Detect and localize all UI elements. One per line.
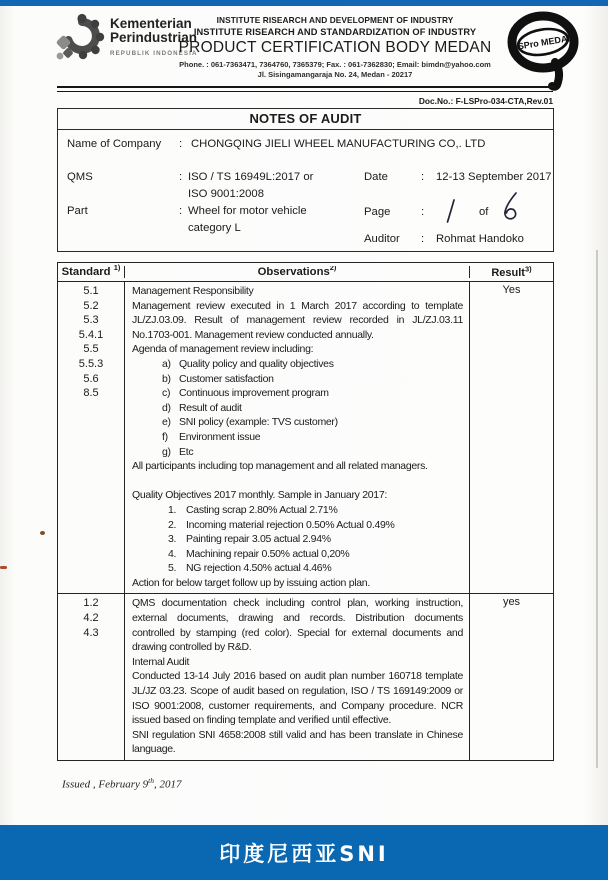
company-label: Name of Company [67,138,162,150]
lspro-medan-logo-icon [502,6,588,92]
page-current-handwritten [444,197,458,230]
ministry-line2: Perindustrian [110,30,198,45]
header-divider [57,86,553,92]
date-value: 12-13 September 2017 [436,171,552,183]
scan-speck [0,566,7,569]
observation-paragraph: Management review executed in 1 March 2017 according to template JL/ZJ.03.09. Result of management review recorded in JL/ZJ.03.11 No.1703-001. Management review conducted annually. [132,299,463,341]
table-header-row [58,263,553,282]
ministry-line1: Kementerian [110,16,192,31]
result-value: yes [502,596,521,609]
colon: : [179,138,183,150]
colon: : [421,206,425,218]
institute-line1: INSTITUTE RISEARCH AND DEVELOPMENT OF INDUSTRY [216,15,454,25]
standard-ref: 5.4.1 [78,328,104,341]
scan-speck [40,531,45,535]
observation-paragraph: Internal Audit [132,655,190,668]
ministry-line3: REPUBLIK INDONESIA [110,50,198,57]
doc-number: Doc.No.: F-LSPro-034-CTA,Rev.01 [418,96,553,106]
standard-ref: 8.5 [83,387,99,400]
svg-text:LSPro MEDAN: LSPro MEDAN [511,32,575,53]
scan-edge-artifact [596,250,598,768]
observation-list-item: 2. Incoming material rejection 0.50% Actual 0.49% [168,518,395,531]
standard-ref: 5.3 [83,314,99,327]
observation-list-item: f) Environment issue [162,430,261,443]
observations-cell [125,282,470,593]
part-label: Part [67,205,88,217]
auditor-value: Rohmat Handoko [436,233,524,245]
observation-list-item: 4. Machining repair 0.50% actual 0,20% [168,547,350,560]
observation-list-item: e) SNI policy (example: TVS customer) [162,416,338,429]
observation-list-item: c) Continuous improvement program [162,387,329,400]
table-row [58,282,553,594]
observation-paragraph: Conducted 13-14 July 2016 based on audit plan number 160718 template JL/JZ 03.23. Scope of audit based on regulation, ISO / TS 169149:2009 or ISO 9001:2008, customer requirements, and Company procedure. NCR issued based on finding template and verified until effective. [132,670,463,727]
standard-ref: 5.6 [83,372,99,385]
part-value-line1: Wheel for motor vehicle [188,205,307,217]
company-value: CHONGQING JIELI WHEEL MANUFACTURING CO,. LTD [191,138,486,150]
observation-paragraph: QMS documentation check including control plan, working instruction, external documents, drawing and records. Distribution documents controlled by stamping (red color). Special for external documents and drawing controlled by R&D. [132,597,463,654]
contact-line2: Jl. Sisingamangaraja No. 24, Medan - 20217 [257,70,413,79]
standard-ref: 1.2 [83,597,99,610]
letterhead-center [170,15,500,79]
standard-refs [58,282,125,593]
form-title: NOTES OF AUDIT [58,109,553,130]
observation-list-item: g) Etc [162,445,194,458]
col-header-result: Result$^{3)}$ [491,264,532,279]
institute-line2: INSTITUTE RISEARCH AND STANDARDIZATION OF INDUSTRY [193,27,477,37]
observation-paragraph: Management Responsibility [132,285,254,297]
observation-list-item: 1. Casting scrap 2.80% Actual 2.71% [168,503,338,516]
observation-list-item: d) Result of audit [162,401,242,414]
standard-ref: 5.2 [83,299,99,312]
part-value-line2: category L [188,222,241,234]
observation-paragraph: Quality Objectives 2017 monthly. Sample in January 2017: [132,489,387,502]
col-header-observations: Observations$^{2)}$ [125,266,470,278]
standard-ref: 4.3 [83,626,99,639]
observation-blank-line [132,474,463,489]
observation-paragraph: Action for below target follow up by issuing action plan. [132,576,370,589]
date-label: Date [364,171,388,183]
standard-ref: 5.1 [83,285,99,297]
result-value: Yes [502,284,521,296]
bottom-blue-banner [0,825,608,880]
page-label: Page [364,206,391,218]
standard-ref: 4.2 [83,612,99,625]
colon: : [179,171,183,183]
observation-list-item: 3. Painting repair 3.05 actual 2.94% [168,533,331,546]
qms-label: QMS [67,171,93,183]
observations-cell [125,594,470,760]
notes-of-audit-box [57,108,554,252]
standard-ref: 5.5.3 [78,357,104,370]
standard-ref: 5.5 [83,343,99,356]
qms-value-line2: ISO 9001:2008 [188,188,265,200]
observation-paragraph: All participants including top management and all related managers. [132,460,428,473]
observation-paragraph: SNI regulation SNI 4658:2008 still valid and has been translate in Chinese language. [132,728,463,756]
issued-date-line: Issued , February 9th, 2017 [62,776,182,791]
colon: : [421,171,425,183]
col-header-standard: Standard $^{1)}$ [58,266,125,278]
auditor-label: Auditor [364,233,400,245]
kemenperin-logo-icon [52,13,106,67]
page-total-handwritten [500,191,520,230]
standard-refs [58,594,125,760]
colon: : [179,205,183,217]
page-of-word: of [479,206,489,218]
contact-line1: Phone. : 061-7363471, 7364760, 7365379; Fax. : 061-7362830; Email: bimdn@yahoo.com [179,60,491,69]
observation-paragraph: Agenda of management review including: [132,343,314,356]
certification-body-name: PRODUCT CERTIFICATION BODY MEDAN [178,39,492,56]
observation-list-item: b) Customer satisfaction [162,372,274,385]
table-row [58,594,553,760]
colon: : [421,233,425,245]
audit-table [57,262,554,761]
observation-list-item: a) Quality policy and quality objectives [162,357,334,370]
observation-list-item: 5. NG rejection 4.50% actual 4.46% [168,562,332,575]
banner-text: 印度尼西亚SNI [219,841,389,866]
qms-value-line1: ISO / TS 16949L:2017 or [188,171,314,183]
